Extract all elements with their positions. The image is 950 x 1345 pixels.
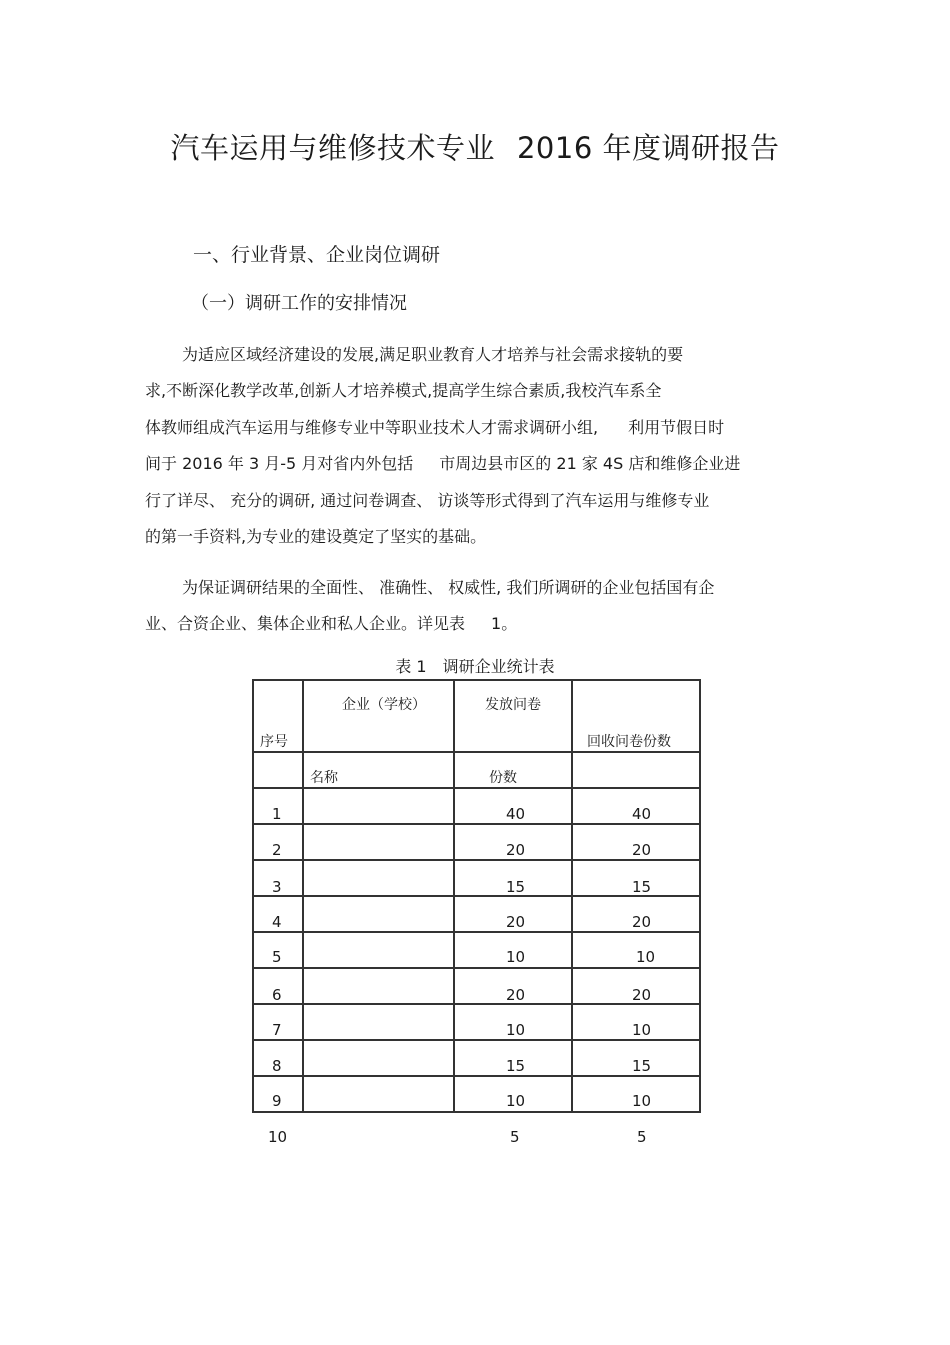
last-row-issued: 5 <box>510 1128 520 1146</box>
cell-returned: 20 <box>632 841 652 859</box>
cell-issued: 20 <box>506 913 526 931</box>
paragraph1-line: 行了详尽、 充分的调研, 通过问卷调查、 访谈等形式得到了汽车运用与维修专业 <box>145 491 710 510</box>
table-row <box>253 860 700 896</box>
paragraph2-line: 为保证调研结果的全面性、 准确性、 权威性, 我们所调研的企业包括国有企 <box>182 578 715 597</box>
table-row <box>253 896 700 932</box>
cell-seq: 3 <box>272 878 282 896</box>
cell-seq: 1 <box>272 805 282 823</box>
title-part2: 2016 年度调研报告 <box>516 131 780 165</box>
table-caption-label: 表 1 <box>395 657 427 676</box>
title-part1: 汽车运用与维修技术专业 <box>170 131 495 165</box>
header-returned: 回收问卷份数 <box>587 734 671 750</box>
cell-returned: 20 <box>632 913 652 931</box>
cell-returned: 15 <box>632 878 652 896</box>
table-row <box>253 824 700 860</box>
table-header-row-2 <box>253 752 700 788</box>
header-seq: 序号 <box>260 734 288 750</box>
cell-returned: 15 <box>632 1057 652 1075</box>
header-issued-line1: 发放问卷 <box>485 697 541 713</box>
paragraph1-line: 求,不断深化教学改革,创新人才培养模式,提高学生综合素质,我校汽车系全 <box>145 381 662 400</box>
paragraph2-line: 业、合资企业、集体企业和私人企业。详见表 1。 <box>145 614 518 633</box>
cell-seq: 5 <box>272 948 282 966</box>
table-caption <box>0 654 950 677</box>
table-row <box>253 1040 700 1076</box>
paragraph1-line: 为适应区域经济建设的发展,满足职业教育人才培养与社会需求接轨的要 <box>182 345 684 364</box>
cell-returned: 10 <box>632 1092 652 1110</box>
cell-seq: 6 <box>272 986 282 1004</box>
cell-returned: 20 <box>632 986 652 1004</box>
cell-returned: 10 <box>632 1021 652 1039</box>
cell-seq: 8 <box>272 1057 282 1075</box>
section-heading-1: 一、行业背景、企业岗位调研 <box>193 244 441 266</box>
cell-returned: 10 <box>636 948 656 966</box>
table-row <box>253 1076 700 1112</box>
header-seq-cell <box>253 680 303 752</box>
header-company-line2: 名称 <box>310 770 338 786</box>
document-title <box>0 126 950 167</box>
cell-issued: 10 <box>506 1092 526 1110</box>
header-company-line1: 企业（学校） <box>342 697 426 713</box>
paragraph1-line: 体教师组成汽车运用与维修专业中等职业技术人才需求调研小组, 利用节假日时 <box>145 418 725 437</box>
cell-issued: 20 <box>506 841 526 859</box>
header-returned-cell <box>572 680 700 752</box>
cell-seq: 2 <box>272 841 282 859</box>
cell-issued: 15 <box>506 878 526 896</box>
cell-seq: 9 <box>272 1092 282 1110</box>
cell-issued: 15 <box>506 1057 526 1075</box>
cell-returned: 40 <box>632 805 652 823</box>
cell-issued: 40 <box>506 805 526 823</box>
header-issued-line2: 份数 <box>489 770 517 786</box>
table-row <box>253 932 700 968</box>
paragraph1-line: 的第一手资料,为专业的建设奠定了坚实的基础。 <box>145 527 487 546</box>
last-row-seq: 10 <box>268 1128 288 1146</box>
cell-seq: 4 <box>272 913 282 931</box>
table-row <box>253 968 700 1004</box>
cell-issued: 20 <box>506 986 526 1004</box>
header-company-cell <box>303 680 454 752</box>
header-issued-cell <box>454 680 572 752</box>
cell-seq: 7 <box>272 1021 282 1039</box>
table-row <box>253 1004 700 1040</box>
cell-issued: 10 <box>506 948 526 966</box>
paragraph1-line: 间于 2016 年 3 月-5 月对省内外包括 市周边县市区的 21 家 4S 店和维修企业进 <box>145 454 741 473</box>
survey-enterprise-table <box>252 679 701 1113</box>
table-caption-title: 调研企业统计表 <box>442 657 555 676</box>
subsection-heading-1-1: （一）调研工作的安排情况 <box>191 293 407 314</box>
table-row <box>253 788 700 824</box>
table-header-row <box>253 680 700 752</box>
cell-issued: 10 <box>506 1021 526 1039</box>
last-row-returned: 5 <box>637 1128 647 1146</box>
